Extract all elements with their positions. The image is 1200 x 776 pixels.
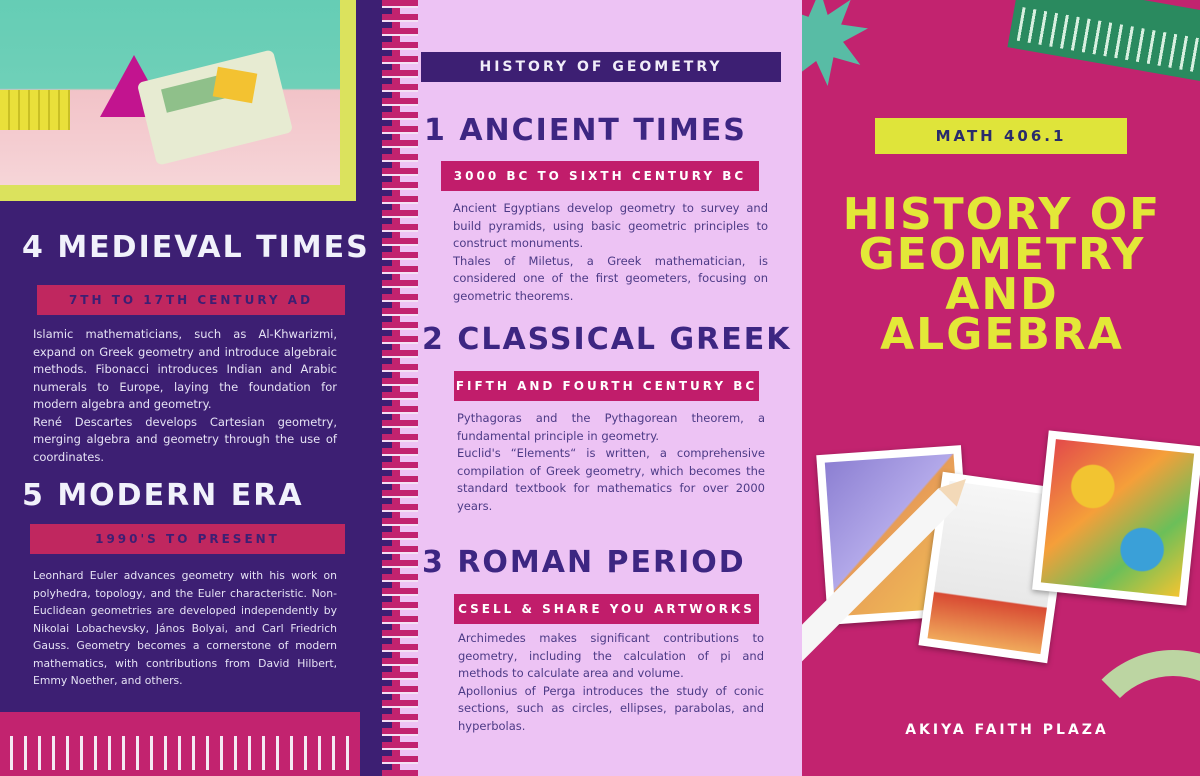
ancient-times-text: Ancient Egyptians develop geometry to survey and build pyramids, using basic geometric principles to construct monuments. Thales of Miletus, a Greek mathematician, is considered one of the first geometers, focusing on geometric theorems.	[453, 201, 768, 303]
main-title: HISTORY OF GEOMETRY AND ALGEBRA	[842, 189, 1162, 360]
math-tools-photo	[0, 0, 356, 201]
modern-era-band: 1990'S TO PRESENT	[30, 524, 345, 554]
medieval-times-text: Islamic mathematicians, such as Al-Khwarizmi, expand on Greek geometry and introduce algebraic methods. Fibonacci introduces Indian and Arabic numerals to Europe, laying the foundation for modern algebra and geometry. René Descartes develops Cartesian geometry, merging algebra and geometry through the use of coordinates.	[33, 327, 337, 464]
history-of-geometry-header: HISTORY OF GEOMETRY	[421, 52, 781, 82]
medieval-times-heading: 4 MEDIEVAL TIMES	[22, 230, 370, 265]
roman-period-band: CSELL & SHARE YOU ARTWORKS	[454, 594, 759, 624]
ancient-times-band: 3000 BC TO SIXTH CENTURY BC	[441, 161, 759, 191]
star-shape	[802, 0, 868, 86]
photo-number-blocks	[1032, 430, 1200, 605]
green-ruler-graphic	[1007, 0, 1200, 82]
ancient-times-heading: 1 ANCIENT TIMES	[424, 113, 747, 148]
right-panel	[802, 0, 1200, 776]
course-badge: MATH 406.1	[875, 118, 1127, 154]
classical-greek-heading: 2 CLASSICAL GREEK	[422, 322, 792, 357]
author-name: AKIYA FAITH PLAZA	[905, 722, 1109, 738]
medieval-times-band: 7TH TO 17TH CENTURY AD	[37, 285, 345, 315]
abstract-shape	[1072, 650, 1200, 776]
left-panel	[0, 0, 392, 776]
roman-period-text: Archimedes makes significant contributions to geometry, including the calculation of pi and methods to calculate area and volume. Apollonius of Perga introduces the study of conic sections, such as circles, ellipses, parabolas, and hyperbolas.	[458, 631, 764, 733]
middle-panel	[392, 0, 802, 776]
classical-greek-band: FIFTH AND FOURTH CENTURY BC	[454, 371, 759, 401]
spiral-binding	[382, 0, 418, 776]
roman-period-heading: 3 ROMAN PERIOD	[422, 545, 746, 580]
classical-greek-text: Pythagoras and the Pythagorean theorem, a fundamental principle in geometry. Euclid's “Elements“ is written, a comprehensive compilation of Greek geometry, which becomes the standard textbook for mathematics for over 2000 years.	[457, 411, 765, 513]
modern-era-text: Leonhard Euler advances geometry with his work on polyhedra, topology, and the Euler characteristic. Non-Euclidean geometries are developed independently by Nikolai Lobachevsky, János Bolyai, and Carl Friedrich Gauss. Geometry becomes a cornerstone of modern mathematics, with contributions from David Hilbert, Emmy Noether, and others.	[33, 569, 337, 687]
ruler-graphic	[0, 712, 360, 776]
modern-era-heading: 5 MODERN ERA	[22, 478, 304, 513]
